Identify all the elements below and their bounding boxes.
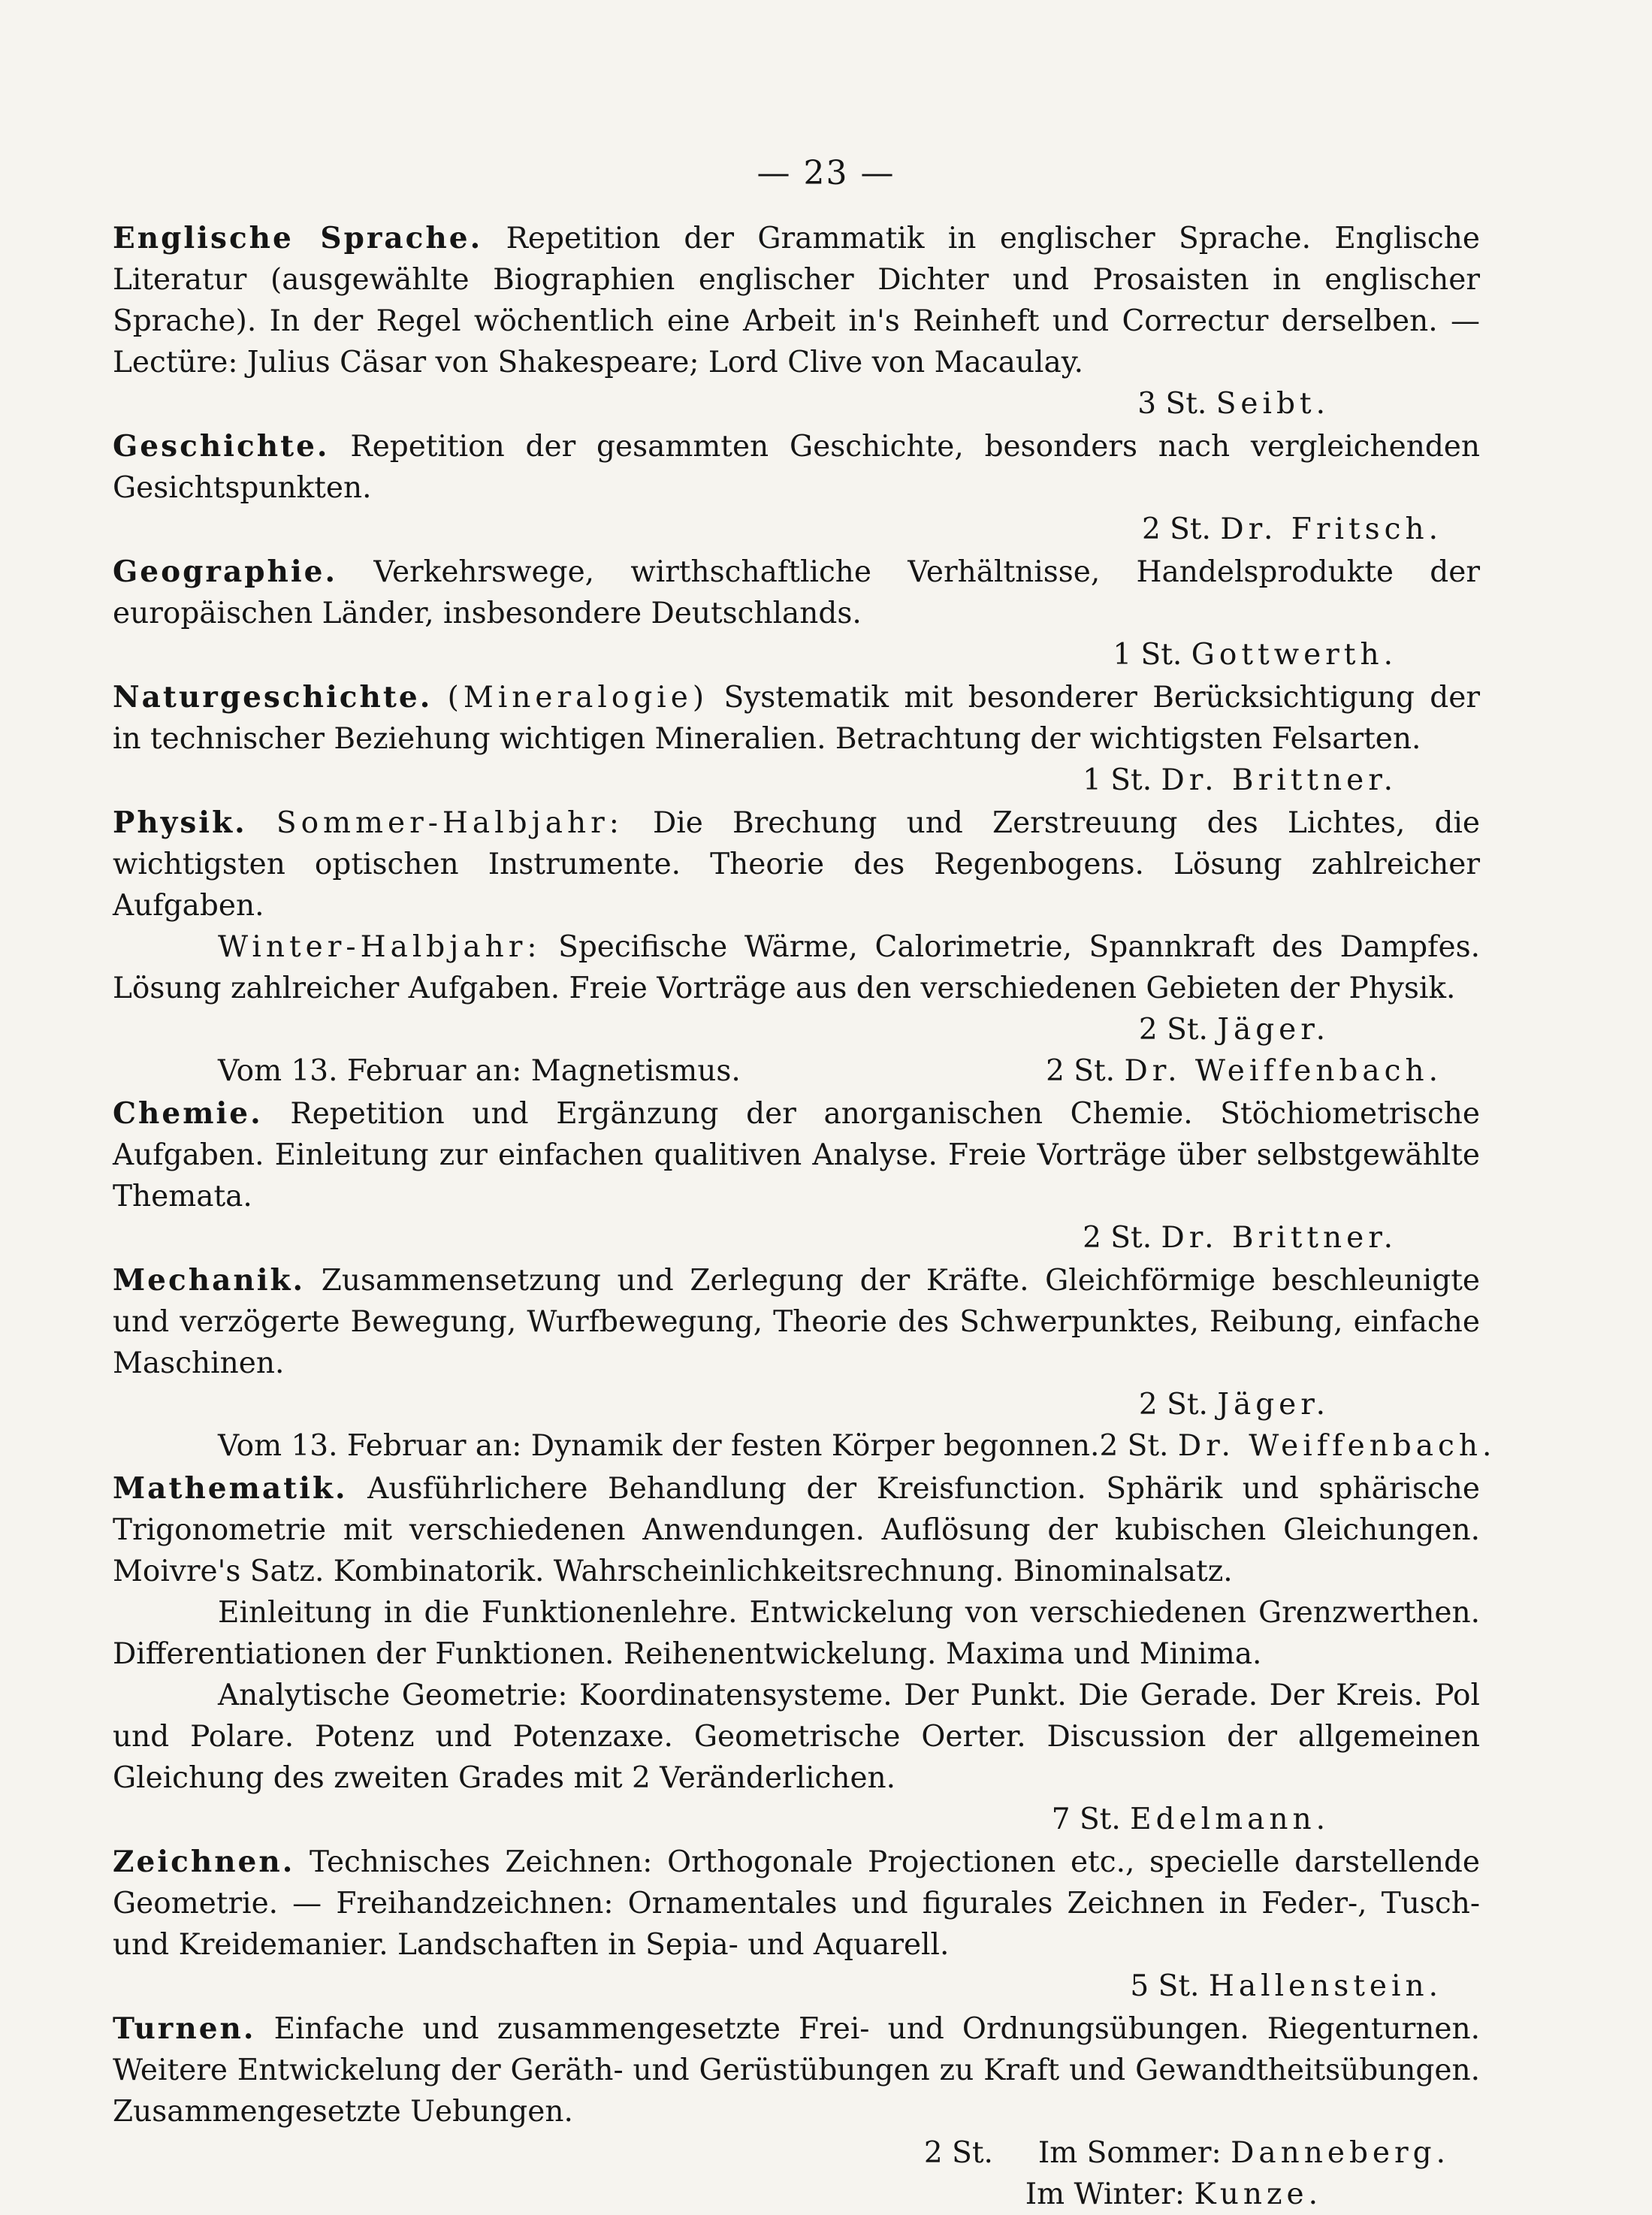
winter-label: Winter-Halbjahr: xyxy=(218,930,542,964)
hours: 2 St. xyxy=(1083,1221,1152,1255)
section-turnen xyxy=(113,2008,1480,2215)
winter-teacher-line xyxy=(113,2174,1480,2215)
teacher-name: Dr. Weiffenbach. xyxy=(1177,1429,1496,1463)
section-mechanik xyxy=(113,1260,1496,1467)
teacher-name: Edelmann. xyxy=(1130,1803,1330,1836)
section-text-2: Einleitung in die Funktionenlehre. Entwickelung von verschiedenen Grenzwerthen. Differentiationen der Funktionen. Reihenentwickelung. Maxima und Minima. xyxy=(113,1596,1480,1671)
teacher-line xyxy=(113,509,1480,550)
section-englisch xyxy=(113,218,1480,425)
section-subject: (Mineralogie) xyxy=(447,681,709,715)
teacher-line xyxy=(113,1009,1480,1050)
hours: 3 St. xyxy=(1137,387,1207,421)
section-heading: Turnen. xyxy=(113,2011,256,2046)
teacher-name: Seibt. xyxy=(1216,387,1330,421)
summer-label: Im Sommer: xyxy=(1037,2136,1222,2170)
february-line xyxy=(113,1050,1480,1092)
hours: 2 St. xyxy=(1099,1429,1169,1463)
hours: 2 St. xyxy=(923,2136,993,2170)
section-text: Repetition der Grammatik in englischer Sprache. Englische Literatur (ausgewählte Biographien englischer Dichter und Prosaisten in englischer Sprache). In der Regel wöchentlich eine Arbeit in's Reinheft und Correctur derselben. — Lectüre: Julius Cäsar von Shakespeare; Lord Clive von Macaulay. xyxy=(113,222,1480,379)
section-geschichte xyxy=(113,426,1480,550)
hours: 1 St. xyxy=(1113,638,1182,672)
teacher-line xyxy=(113,383,1480,425)
section-heading: Zeichnen. xyxy=(113,1845,295,1879)
teacher-name: Dr. Brittner. xyxy=(1161,1221,1397,1255)
teacher-name: Dr. Brittner. xyxy=(1161,763,1397,797)
section-text: Systematik mit besonderer Berücksichtigung der in technischer Beziehung wichtigen Mineralien. Betrachtung der wichtigsten Felsarten. xyxy=(113,681,1480,756)
section-text: Technisches Zeichnen: Orthogonale Projectionen etc., specielle darstellende Geometrie. — Freihandzeichnen: Ornamentales und figurales Zeichnen in Feder-, Tusch- und Kreidemanier. Landschaften in Sepia- und Aquarell. xyxy=(113,1845,1480,1962)
teacher-name: Dr. Fritsch. xyxy=(1220,512,1442,546)
summer-text: Die Brechung und Zerstreuung des Lichtes, die wichtigsten optischen Instrumente. Theorie des Regenbogens. Lösung zahlreicher Aufgaben. xyxy=(113,806,1480,923)
section-heading: Mechanik. xyxy=(113,1263,306,1298)
teacher-line xyxy=(113,1799,1480,1840)
hours: 5 St. xyxy=(1130,1969,1200,2003)
teacher-name: Hallenstein. xyxy=(1208,1969,1442,2003)
february-text: Vom 13. Februar an: Magnetismus. xyxy=(218,1054,741,1088)
section-text: Repetition der gesammten Geschichte, besonders nach vergleichenden Gesichtspunkten. xyxy=(113,430,1480,505)
teacher-name: Kunze. xyxy=(1194,2177,1322,2211)
section-zeichnen xyxy=(113,1842,1480,2007)
section-heading: Mathematik. xyxy=(113,1471,348,1506)
hours: 1 St. xyxy=(1083,763,1152,797)
section-naturgeschichte xyxy=(113,677,1480,801)
teacher-line xyxy=(113,1966,1480,2007)
teacher-line xyxy=(113,1384,1480,1425)
section-text: Zusammensetzung und Zerlegung der Kräfte. Gleichförmige beschleunigte und verzögerte Bewegung, Wurfbewegung, Theorie des Schwerpunktes, Reibung, einfache Maschinen. xyxy=(113,1264,1480,1380)
section-heading: Chemie. xyxy=(113,1096,263,1131)
section-text: Verkehrswege, wirthschaftliche Verhältnisse, Handelsprodukte der europäischen Länder, insbesondere Deutschlands. xyxy=(113,555,1480,630)
section-physik xyxy=(113,802,1480,1092)
analytic-label: Analytische Geometrie: xyxy=(218,1679,568,1712)
hours: 2 St. xyxy=(1138,1388,1208,1422)
section-heading: Geographie. xyxy=(113,555,338,589)
section-mathematik xyxy=(113,1468,1480,1840)
teacher-name: Dr. Weiffenbach. xyxy=(1124,1054,1442,1088)
section-heading: Englische Sprache. xyxy=(113,221,483,255)
hours: 2 St. xyxy=(1141,512,1211,546)
teacher-line xyxy=(113,760,1480,801)
teacher-name: Danneberg. xyxy=(1231,2136,1450,2170)
section-heading: Physik. xyxy=(113,805,247,840)
hours: 7 St. xyxy=(1051,1803,1121,1836)
summer-label: Sommer-Halbjahr: xyxy=(276,806,624,840)
page-number: — 23 — xyxy=(757,154,895,192)
february-line xyxy=(113,1425,1496,1467)
teacher-name: Jäger. xyxy=(1217,1013,1330,1047)
section-geographie xyxy=(113,551,1480,675)
section-heading: Geschichte. xyxy=(113,429,330,464)
section-heading: Naturgeschichte. xyxy=(113,680,433,715)
teacher-line xyxy=(113,1217,1480,1259)
winter-label: Im Winter: xyxy=(1025,2177,1185,2211)
hours: 2 St. xyxy=(1046,1054,1116,1088)
winter-text: Specifische Wärme, Calorimetrie, Spannkraft des Dampfes. Lösung zahlreicher Aufgaben. Freie Vorträge aus den verschiedenen Gebieten der Physik. xyxy=(113,930,1480,1005)
analytic-text: Koordinatensysteme. Der Punkt. Die Gerade. Der Kreis. Pol und Polare. Potenz und Potenzaxe. Geometrische Oerter. Discussion der allgemeinen Gleichung des zweiten Grades mit 2 Veränderlichen. xyxy=(113,1679,1480,1795)
teacher-name: Gottwerth. xyxy=(1191,638,1397,672)
section-text: Repetition und Ergänzung der anorganischen Chemie. Stöchiometrische Aufgaben. Einleitung zur einfachen qualitiven Analyse. Freie Vorträge über selbstgewählte Themata. xyxy=(113,1097,1480,1213)
teacher-name: Jäger. xyxy=(1217,1388,1330,1422)
section-text: Einfache und zusammengesetzte Frei- und Ordnungsübungen. Riegenturnen. Weitere Entwickelung der Geräth- und Gerüstübungen zu Kraft und Gewandtheitsübungen. Zusammengesetzte Uebungen. xyxy=(113,2012,1480,2129)
summer-teacher-line xyxy=(113,2132,1480,2174)
february-text: Vom 13. Februar an: Dynamik der festen Körper begonnen. xyxy=(218,1429,1100,1463)
page-content xyxy=(113,216,1496,2215)
teacher-line xyxy=(113,634,1480,675)
hours: 2 St. xyxy=(1138,1013,1208,1047)
section-chemie xyxy=(113,1093,1480,1259)
section-text: Ausführlichere Behandlung der Kreisfunction. Sphärik und sphärische Trigonometrie mit verschiedenen Anwendungen. Auflösung der kubischen Gleichungen. Moivre's Satz. Kombinatorik. Wahrscheinlichkeitsrechnung. Binominalsatz. xyxy=(113,1472,1480,1588)
